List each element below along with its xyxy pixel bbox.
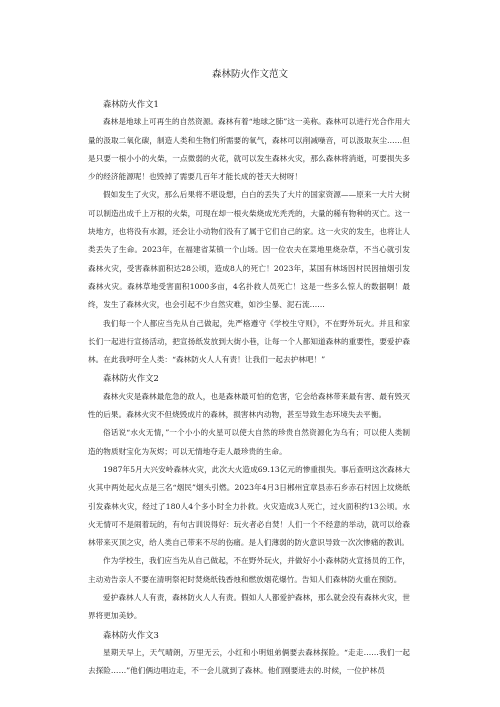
paragraph: 星期天早上，天气晴朗，万里无云，小红和小明姐弟俩要去森林探险。“走走……我们一起去探险……”他们俩边唱边走，不一会儿就到了森林。他们刚要进去的.时候，一位护林员 [88, 647, 410, 676]
paragraph: 作为学校生，我们应当先从自己做起，不在野外玩火，并做好小小森林防火宣扬员的工作，主动劝告亲人不要在清明祭祀时焚烧纸钱香烛和燃放烟花爆竹。告知人们森林防火重在预防。 [88, 556, 410, 584]
paragraph: 1987年5月大兴安岭森林火灾，此次大火造成69.13亿元的惨重损失。事后查明这次森林大火其中两处起火点是三名“烟民”烟头引燃。2023年4月3日郴州宜章县赤石乡赤石村因上坟烧纸引发森林火灾，经过了180人4个多小时全力扑救。火灾造成3人死亡，过火面积约13公顷。水火无情可不是闹着玩的，有句古训说得好：玩火者必自焚！人们一个不经意的举动，就可以给森林带来灭顶之灾，给人类自己带来不尽的伤痛。是人们薄弱的防火意识导致一次次惨痛的教训。 [88, 464, 410, 548]
paragraph: 我们每一个人都应当先从自己做起，先严格遵守《学校生守则》，不在野外玩火。并且和家长们一起进行宣扬活动，把宣扬纸发放到大街小巷，让每一个人都知道森林的重要性，要爱护森林。在此我呼吁全人类：“森林防火人人有责！让我们一起去护林吧！” [88, 318, 410, 365]
paragraph: 俗话说“水火无情，”一个小小的火星可以使大自然的珍贵自然资源化为乌有；可以使人类制造的物质财宝化为灰烬；可以无情地夺走人最珍贵的生命。 [88, 428, 410, 456]
section-heading: 森林防火作文2 [103, 373, 159, 384]
paragraph: 森林是地球上可再生的自然资源。森林有着“地球之肺”这一美称。森林可以进行光合作用大量的汲取二氧化碳，制造人类和生物们所需要的氧气，森林可以削减噪音，可以汲取灰尘……但是只要一根小小的火柴，一点微弱的火花，就可以发生森林火灾，那么森林将消逝，可要损失多少的经济能源呢！也毁掉了需要几百年才能长成的苍天大树呀！ [88, 117, 410, 182]
document-body [88, 95, 410, 681]
section-heading: 森林防火作文3 [103, 629, 159, 640]
document-title: 森林防火作文范文 [211, 69, 288, 80]
paragraph: 爱护森林人人有责，森林防火人人有责。假如人人都爱护森林，那么就会没有森林火灾，世界将更加美妙。 [88, 593, 410, 621]
paragraph: 假如发生了火灾，那么后果将不堪设想，白白的丢失了大片的国家资源——原来一大片大树可以制造出成千上万根的火柴，可现在却一根火柴烧成光秃秃的，大量的稀有物种的灭亡。这一块地方，也将没有水源，还会让小动物们没有了属于它们自己的家。这一火灾的发生，也将让人类丢失了生命。2023年，在福建省某镇一个山场。因一位农夫在菜地里烧杂草，不当心就引发森林火灾，受害森林面积达28公顷，造成8人的死亡！2023年，某国有林场因村民因抽烟引发森林火灾。森林草地受害面积1000多亩，4名扑救人员死亡！这是一些多么惊人的数据啊！最终，发生了森林火灾，也会引起不少自然灾难，如沙尘暴、泥石流…… [88, 190, 410, 310]
section-heading: 森林防火作文1 [103, 99, 159, 109]
paragraph: 森林火灾是森林最危急的敌人，也是森林最可怕的危害，它会给森林带来最有害、最有毁灭性的后果。森林火灾不但烧毁成片的森林，损害林内动物，甚至导致生态环境失去平衡。 [88, 391, 410, 420]
